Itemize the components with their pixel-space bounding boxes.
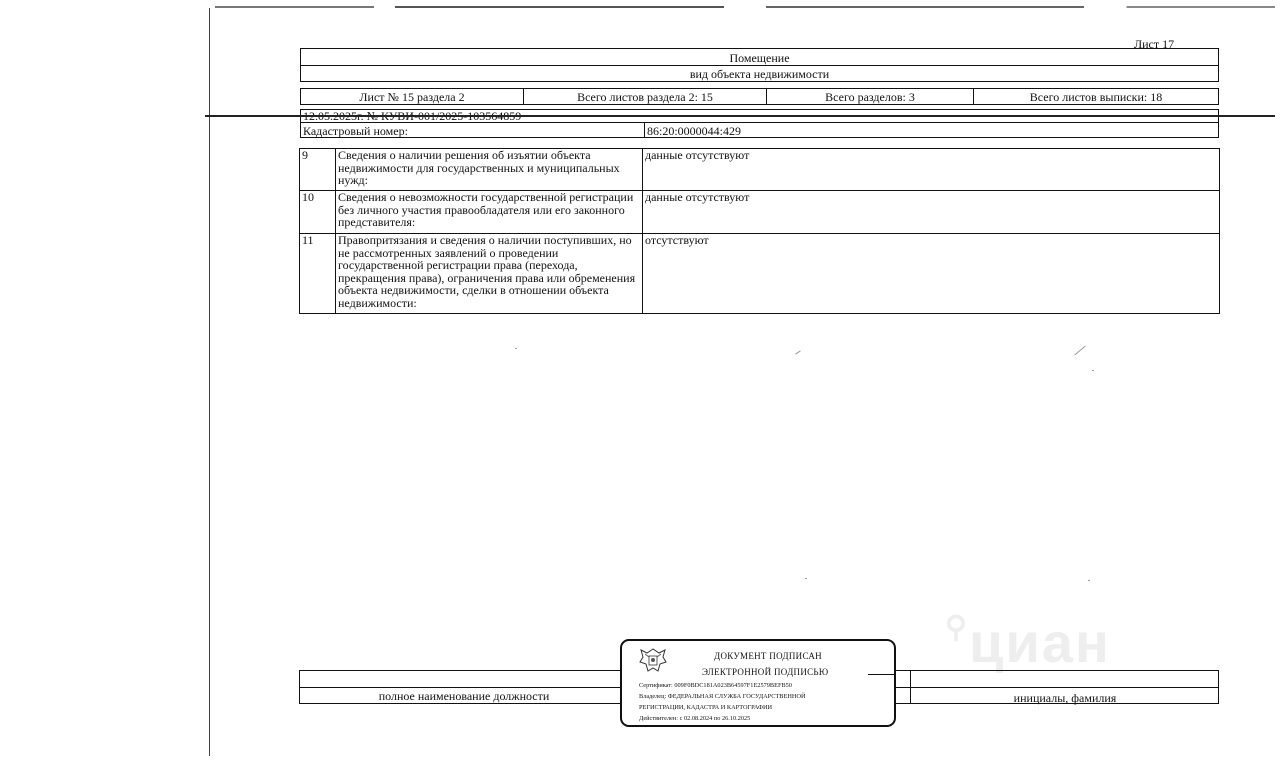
scan-speck <box>1092 370 1094 371</box>
sheet-of-section: Лист № 15 раздела 2 <box>359 90 465 104</box>
cadastral-label: Кадастровый номер: <box>303 124 408 138</box>
row-value: отсутствуют <box>643 234 1220 314</box>
row-value: данные отсутствуют <box>643 149 1220 191</box>
stamp-line <box>868 674 896 675</box>
scan-speck <box>1074 346 1085 356</box>
row-label: Сведения о наличии решения об изъятии объекта недвижимости для государственных и муниципальных нужд: <box>336 149 643 191</box>
scan-speck <box>795 350 800 354</box>
table-row <box>300 191 1220 234</box>
position-caption: полное наименование должности <box>378 689 550 703</box>
info-table <box>299 148 1220 314</box>
sheet-number: Лист 17 <box>1134 37 1175 51</box>
divider <box>644 123 645 137</box>
object-type-header <box>300 48 1219 82</box>
row-label: Сведения о невозможности государственной регистрации без личного участия правообладателя или его законного представителя: <box>336 191 643 234</box>
stamp-title-line2: ЭЛЕКТРОННОЙ ПОДПИСЬЮ <box>702 667 829 677</box>
scan-edge-top <box>215 6 1275 8</box>
stamp-validity: Действителен: с 02.08.2024 по 26.10.2025 <box>639 715 751 722</box>
section-info-row <box>300 88 1219 105</box>
table-row <box>300 234 1220 314</box>
scan-edge-left <box>209 8 210 756</box>
stamp-owner-line2: РЕГИСТРАЦИИ, КАДАСТРА И КАРТОГРАФИИ <box>639 704 773 711</box>
row-label: Правопритязания и сведения о наличии поступивших, но не рассмотренных заявлений о проведении государственной регистрации права (перехода, прекращения права), ограничения права или обременения объекта недвижимости, сделки в отношении объекта недвижимости: <box>336 234 643 314</box>
cian-watermark-logo: ⚲циан <box>945 611 1111 674</box>
table-row <box>300 149 1220 191</box>
cadastral-row <box>300 122 1219 138</box>
total-sheets-extract: Всего листов выписки: 18 <box>1029 90 1163 104</box>
object-type-value: Помещение <box>729 51 790 65</box>
stamp-certificate: Сертификат: 009F0BDC181A023B64597F1E2579BEFB50 <box>639 682 792 689</box>
row-value: данные отсутствуют <box>643 191 1220 234</box>
row-number: 10 <box>300 191 336 234</box>
electronic-signature-stamp <box>620 639 896 727</box>
scan-speck <box>1088 580 1090 581</box>
divider <box>301 65 1218 66</box>
stamp-title-line1: ДОКУМЕНТ ПОДПИСАН <box>714 651 822 661</box>
cadastral-number: 86:20:0000044:429 <box>647 124 742 138</box>
scan-strike-line <box>205 115 1275 117</box>
row-number: 9 <box>300 149 336 191</box>
divider <box>910 671 911 703</box>
row-number: 11 <box>300 234 336 314</box>
name-caption: инициалы, фамилия <box>1013 691 1117 705</box>
stamp-owner-line1: Владелец: ФЕДЕРАЛЬНАЯ СЛУЖБА ГОСУДАРСТВЕННОЙ <box>639 693 806 700</box>
scan-speck <box>515 348 517 349</box>
object-type-caption: вид объекта недвижимости <box>689 67 830 81</box>
scan-speck <box>805 578 807 579</box>
total-sheets-section: Всего листов раздела 2: 15 <box>577 90 713 104</box>
pin-icon: ⚲ <box>945 611 969 644</box>
coat-of-arms-icon <box>636 646 670 676</box>
total-sections: Всего разделов: 3 <box>825 90 915 104</box>
